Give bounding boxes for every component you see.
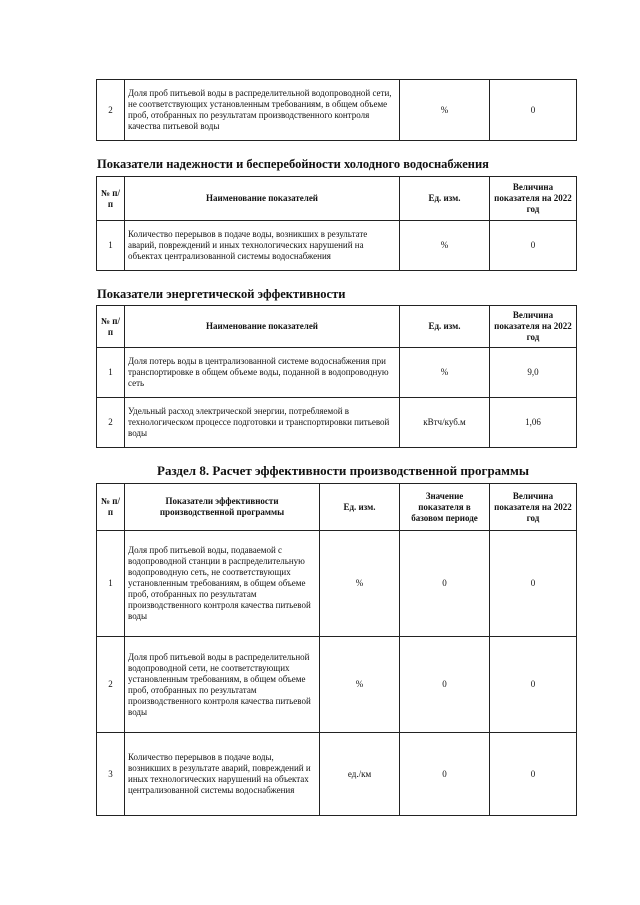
row-number: 2 xyxy=(97,398,125,448)
header-num: № п/п xyxy=(97,177,125,221)
row-number: 3 xyxy=(97,733,125,816)
table-row xyxy=(97,398,577,448)
unit-cell: % xyxy=(320,531,400,637)
header-base: Значение показателя в базовом периоде xyxy=(400,484,490,531)
table-row xyxy=(97,221,577,271)
row-number: 2 xyxy=(97,637,125,733)
value-cell: 9,0 xyxy=(490,348,577,398)
header-value: Величина показателя на 2022 год xyxy=(490,484,577,531)
base-value-cell: 0 xyxy=(400,531,490,637)
header-num: № п/п xyxy=(97,484,125,531)
unit-cell: % xyxy=(400,348,490,398)
value-cell: 0 xyxy=(490,80,577,141)
header-num: № п/п xyxy=(97,306,125,348)
indicator-name: Доля проб питьевой воды в распределительной водопроводной сети, не соответствующих установленным требованиям, в общем объеме проб, отобранных по результатам производственного контроля качества питьевой воды xyxy=(125,80,400,141)
header-name: Показатели эффективности производственной программы xyxy=(125,484,320,531)
table-row xyxy=(97,80,577,141)
base-value-cell: 0 xyxy=(400,733,490,816)
indicator-name: Доля потерь воды в централизованной системе водоснабжения при транспортировке в общем объеме воды, поданной в водопроводную сеть xyxy=(125,348,400,398)
continuation-table xyxy=(96,79,577,141)
table-header-row xyxy=(97,306,577,348)
value-cell: 0 xyxy=(490,531,577,637)
reliability-table xyxy=(96,176,577,271)
unit-cell: % xyxy=(400,221,490,271)
header-unit: Ед. изм. xyxy=(400,177,490,221)
header-value: Величина показателя на 2022 год xyxy=(490,177,577,221)
table-row xyxy=(97,733,577,816)
row-number: 1 xyxy=(97,348,125,398)
value-cell: 0 xyxy=(490,637,577,733)
indicator-name: Удельный расход электрической энергии, потребляемой в технологическом процессе подготовки и транспортировки питьевой воды xyxy=(125,398,400,448)
table-row xyxy=(97,531,577,637)
unit-cell: кВтч/куб.м xyxy=(400,398,490,448)
section-title-energy: Показатели энергетической эффективности xyxy=(97,287,346,301)
indicator-name: Доля проб питьевой воды, подаваемой с водопроводной станции в распределительную водопроводную сеть, не соответствующих установленным требованиям, в общем объеме проб, отобранных по результатам производственного контроля качества питьевой воды xyxy=(125,531,320,637)
value-cell: 0 xyxy=(490,733,577,816)
table-row xyxy=(97,637,577,733)
unit-cell: % xyxy=(400,80,490,141)
row-number: 2 xyxy=(97,80,125,141)
table-header-row xyxy=(97,484,577,531)
header-name: Наименование показателей xyxy=(125,306,400,348)
header-name: Наименование показателей xyxy=(125,177,400,221)
value-cell: 0 xyxy=(490,221,577,271)
efficiency-table xyxy=(96,483,577,816)
base-value-cell: 0 xyxy=(400,637,490,733)
header-value: Величина показателя на 2022 год xyxy=(490,306,577,348)
unit-cell: ед./км xyxy=(320,733,400,816)
row-number: 1 xyxy=(97,221,125,271)
header-unit: Ед. изм. xyxy=(320,484,400,531)
row-number: 1 xyxy=(97,531,125,637)
indicator-name: Количество перерывов в подаче воды, возникших в результате аварий, повреждений и иных технологических нарушений на объектах централизованной системы водоснабжения xyxy=(125,733,320,816)
table-header-row xyxy=(97,177,577,221)
energy-table xyxy=(96,305,577,448)
unit-cell: % xyxy=(320,637,400,733)
table-row xyxy=(97,348,577,398)
header-unit: Ед. изм. xyxy=(400,306,490,348)
indicator-name: Доля проб питьевой воды в распределительной водопроводной сети, не соответствующих установленным требованиям, в общем объеме проб, отобранных по результатам производственного контроля качества питьевой воды xyxy=(125,637,320,733)
section-title-reliability: Показатели надежности и бесперебойности холодного водоснабжения xyxy=(97,157,489,171)
value-cell: 1,06 xyxy=(490,398,577,448)
section-title-efficiency: Раздел 8. Расчет эффективности производственной программы xyxy=(157,463,530,478)
indicator-name: Количество перерывов в подаче воды, возникших в результате аварий, повреждений и иных технологических нарушений на объектах централизованной системы водоснабжения xyxy=(125,221,400,271)
